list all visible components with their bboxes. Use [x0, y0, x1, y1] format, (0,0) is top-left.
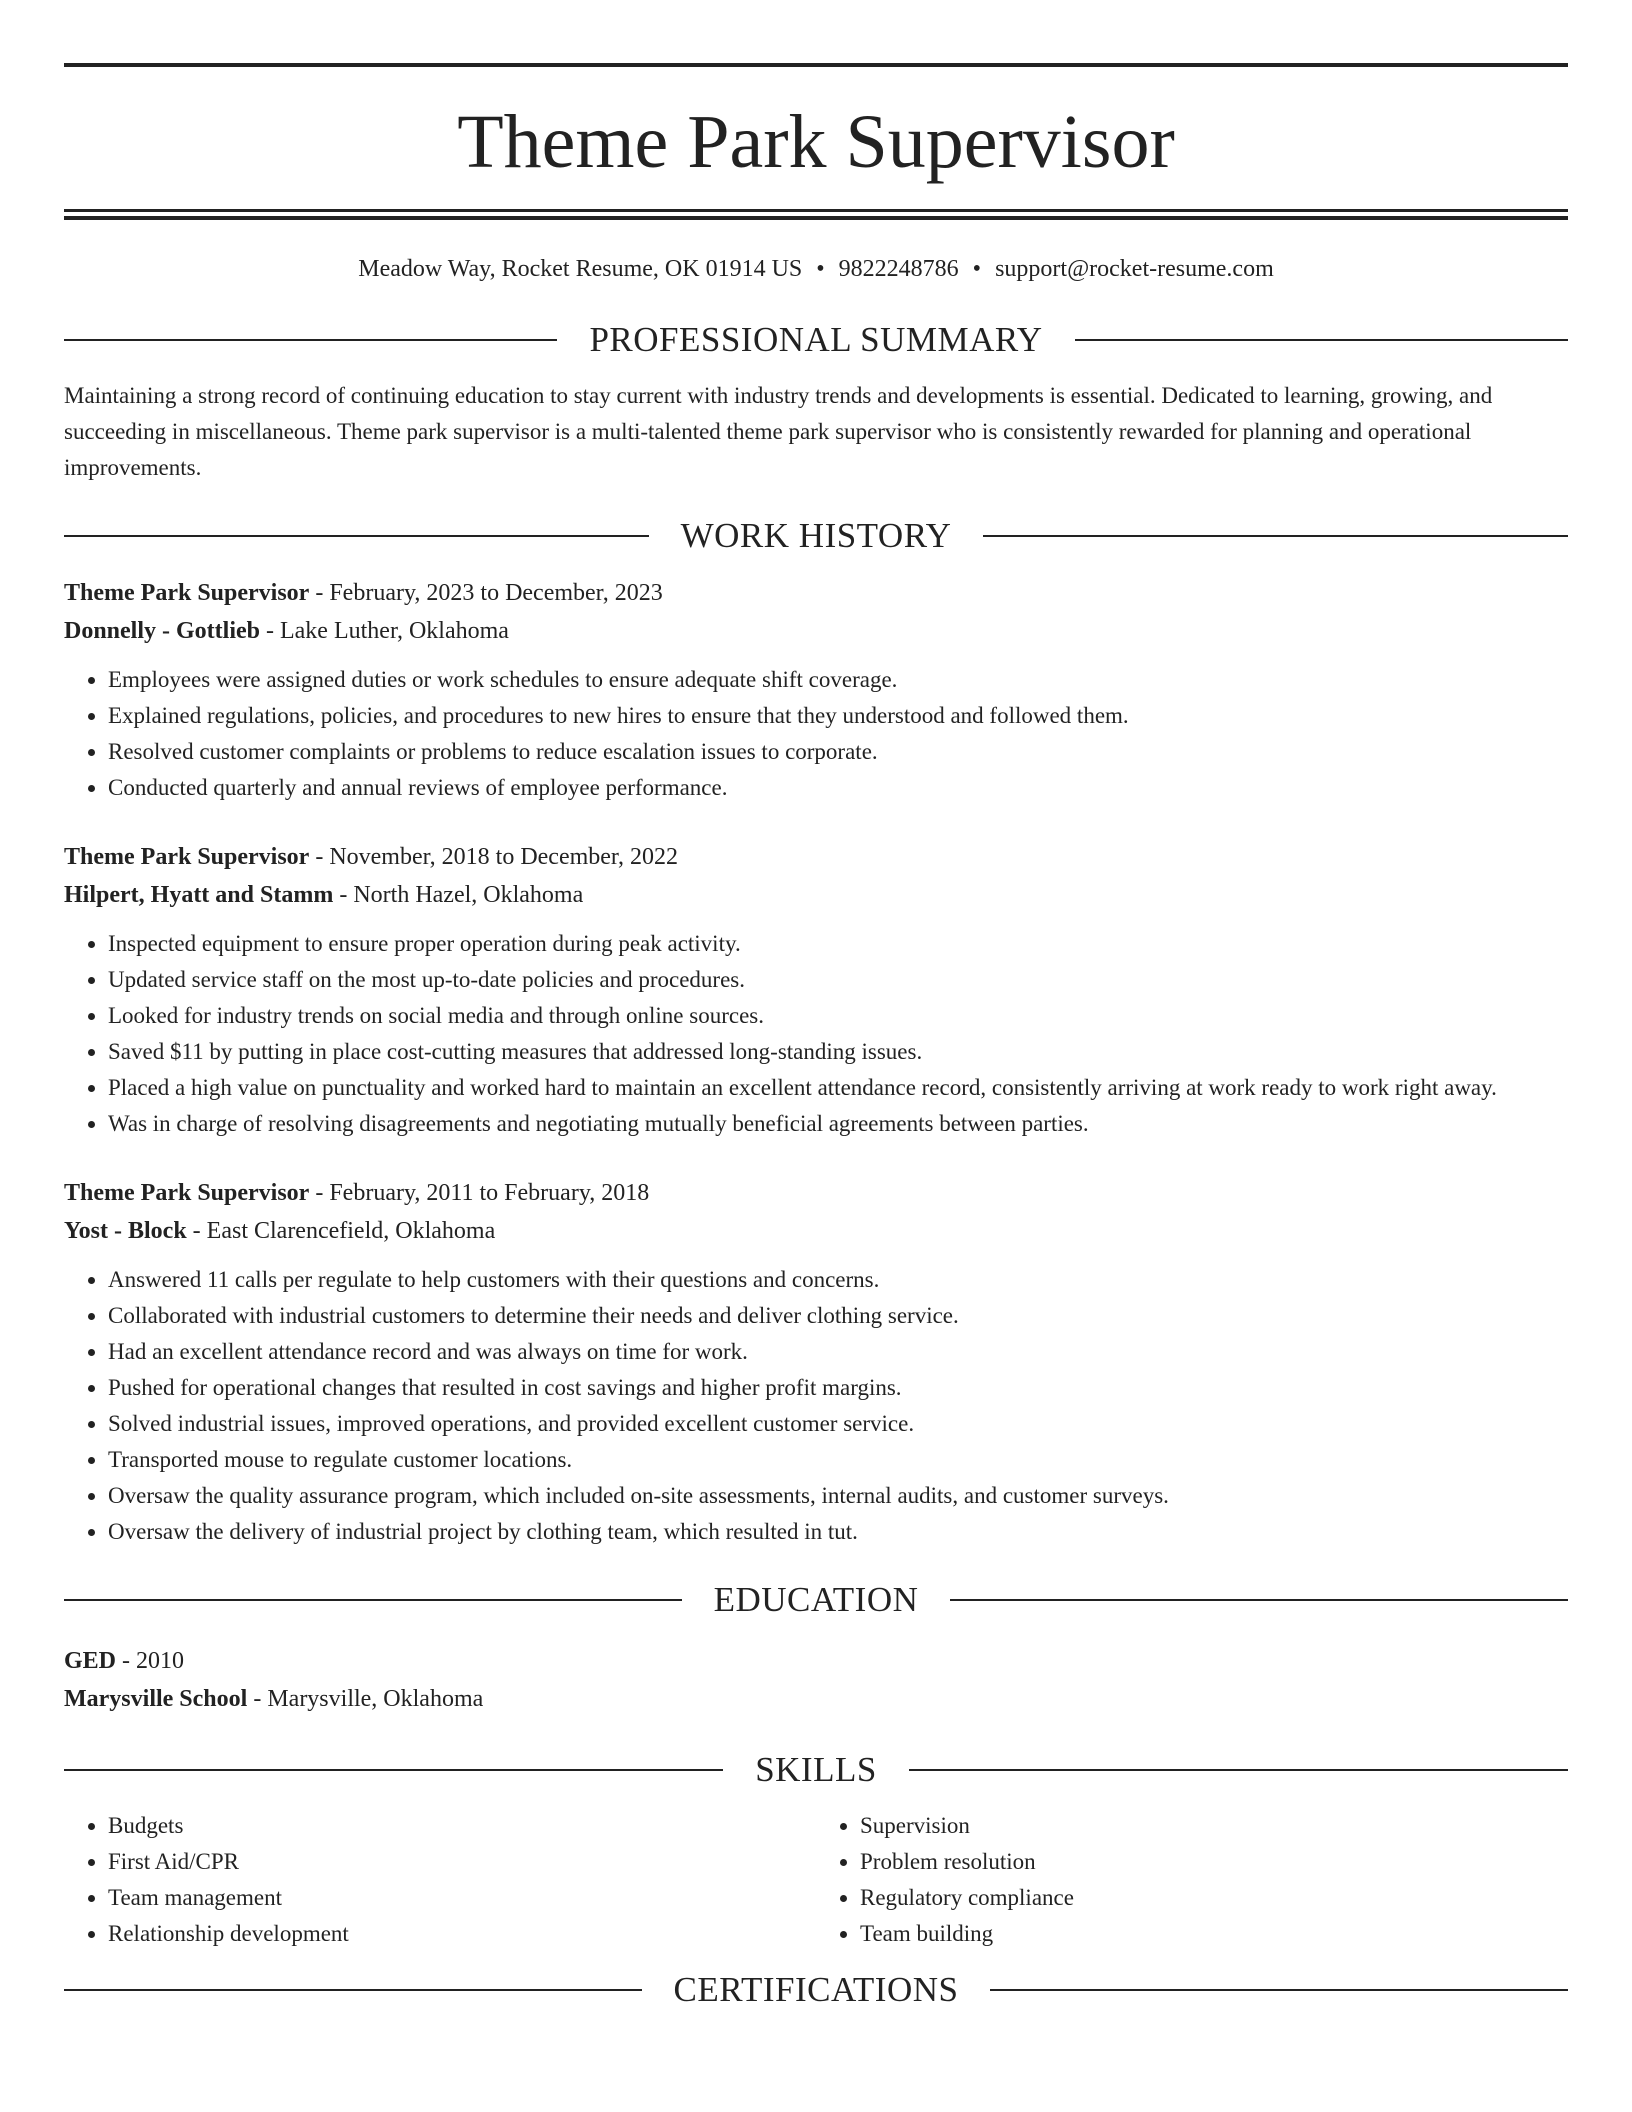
divider: [64, 339, 557, 341]
summary-text: Maintaining a strong record of continuing education to stay current with industry trends and developments is essential. Dedicated to learning, growing, and succeeding in miscellaneous. Theme park supervisor is a multi-talented theme park supervisor who is consistently rewarded for planning and operational improvements.: [64, 383, 1493, 480]
divider: [1075, 339, 1568, 341]
job-bullet: • Oversaw the quality assurance program, which included on-site assessments, internal audits, and customer surveys.: [108, 1478, 1568, 1514]
job-entry: [64, 574, 1568, 806]
education-school: Marysville School: [64, 1686, 248, 1712]
job-bullet: • Solved industrial issues, improved operations, and provided excellent customer service.: [108, 1406, 1568, 1442]
header-top-rule: [64, 63, 1568, 67]
job-title-line: [64, 838, 1568, 876]
skill-item: • Team management: [108, 1880, 816, 1916]
divider: [983, 535, 1568, 537]
job-location: - East Clarencefield, Oklahoma: [186, 1218, 496, 1244]
candidate-name: Theme Park Supervisor: [457, 100, 1175, 184]
job-company: Yost - Block: [64, 1218, 187, 1244]
work-history-list: [64, 574, 1568, 1550]
header-double-rule: [64, 209, 1568, 220]
section-heading-education: [64, 1580, 1568, 1620]
job-bullet: • Explained regulations, policies, and procedures to new hires to ensure that they understood and followed them.: [108, 698, 1568, 734]
job-title: Theme Park Supervisor: [64, 1180, 310, 1206]
job-bullet: • Answered 11 calls per regulate to help customers with their questions and concerns.: [108, 1262, 1568, 1298]
skill-item: • Relationship development: [108, 1916, 816, 1952]
job-bullet: • Updated service staff on the most up-to-date policies and procedures.: [108, 962, 1568, 998]
job-company: Hilpert, Hyatt and Stamm: [64, 882, 334, 908]
education-location: - Marysville, Oklahoma: [247, 1686, 484, 1712]
job-location: - North Hazel, Oklahoma: [333, 882, 584, 908]
skill-item: • First Aid/CPR: [108, 1844, 816, 1880]
job-location: - Lake Luther, Oklahoma: [260, 618, 509, 644]
job-bullet: • Inspected equipment to ensure proper operation during peak activity.: [108, 926, 1568, 962]
job-company-line: [64, 612, 1568, 650]
divider: [990, 1989, 1568, 1991]
skill-item: • Problem resolution: [860, 1844, 1568, 1880]
job-bullet: • Employees were assigned duties or work schedules to ensure adequate shift coverage.: [108, 662, 1568, 698]
education-degree: GED: [64, 1648, 117, 1674]
job-title: Theme Park Supervisor: [64, 844, 310, 870]
job-bullet: • Collaborated with industrial customers to determine their needs and deliver clothing service.: [108, 1298, 1568, 1334]
job-bullets: [64, 662, 1568, 806]
job-title-line: [64, 574, 1568, 612]
section-title: PROFESSIONAL SUMMARY: [589, 320, 1043, 359]
contact-separator: •: [816, 256, 825, 282]
job-bullet: • Transported mouse to regulate customer locations.: [108, 1442, 1568, 1478]
contact-line: [64, 254, 1568, 284]
divider: [64, 1769, 723, 1771]
job-dates: - February, 2023 to December, 2023: [309, 580, 663, 606]
job-bullet: • Saved $11 by putting in place cost-cutting measures that addressed long-standing issues.: [108, 1034, 1568, 1070]
section-heading-certifications: [64, 1970, 1568, 2010]
job-bullets: [64, 1262, 1568, 1550]
job-company: Donnelly - Gottlieb: [64, 618, 260, 644]
section-heading-summary: [64, 320, 1568, 360]
contact-address: Meadow Way, Rocket Resume, OK 01914 US: [358, 256, 803, 282]
section-heading-skills: [64, 1750, 1568, 1790]
skills-column-left: [64, 1808, 816, 1952]
education-year: - 2010: [116, 1648, 185, 1674]
divider: [64, 1989, 642, 1991]
contact-phone: 9822248786: [838, 256, 959, 282]
contact-separator: •: [972, 256, 982, 282]
education-school-line: [64, 1680, 1568, 1718]
job-bullet: • Pushed for operational changes that resulted in cost savings and higher profit margins.: [108, 1370, 1568, 1406]
job-entry: [64, 838, 1568, 1142]
job-dates: - February, 2011 to February, 2018: [309, 1180, 650, 1206]
job-title: Theme Park Supervisor: [64, 580, 310, 606]
skill-item: • Regulatory compliance: [860, 1880, 1568, 1916]
job-bullet: • Looked for industry trends on social media and through online sources.: [108, 998, 1568, 1034]
divider: [950, 1599, 1568, 1601]
job-bullets: [64, 926, 1568, 1142]
skills-list: [64, 1808, 1568, 1952]
education-degree-line: [64, 1642, 1568, 1680]
job-company-line: [64, 1212, 1568, 1250]
section-title: SKILLS: [755, 1750, 877, 1789]
skills-column-right: [816, 1808, 1568, 1952]
job-dates: - November, 2018 to December, 2022: [309, 844, 678, 870]
contact-email: support@rocket-resume.com: [995, 256, 1274, 282]
job-bullet: • Placed a high value on punctuality and worked hard to maintain an excellent attendance record, consistently arriving at work ready to work right away.: [108, 1070, 1568, 1106]
job-title-line: [64, 1174, 1568, 1212]
skill-item: • Team building: [860, 1916, 1568, 1952]
job-bullet: • Had an excellent attendance record and was always on time for work.: [108, 1334, 1568, 1370]
divider: [64, 1599, 682, 1601]
section-title: EDUCATION: [713, 1580, 919, 1619]
job-bullet: • Conducted quarterly and annual reviews of employee performance.: [108, 770, 1568, 806]
education-entry: [64, 1642, 1568, 1718]
section-title: WORK HISTORY: [680, 516, 952, 555]
section-heading-work-history: [64, 516, 1568, 556]
skill-item: • Supervision: [860, 1808, 1568, 1844]
job-entry: [64, 1174, 1568, 1550]
job-bullet: • Resolved customer complaints or problems to reduce escalation issues to corporate.: [108, 734, 1568, 770]
divider: [909, 1769, 1568, 1771]
section-title: CERTIFICATIONS: [673, 1970, 959, 2009]
divider: [64, 535, 649, 537]
job-bullet: • Was in charge of resolving disagreements and negotiating mutually beneficial agreements between parties.: [108, 1106, 1568, 1142]
skill-item: • Budgets: [108, 1808, 816, 1844]
job-bullet: • Oversaw the delivery of industrial project by clothing team, which resulted in tut.: [108, 1514, 1568, 1550]
job-company-line: [64, 876, 1568, 914]
resume-page: [64, 0, 1568, 2010]
